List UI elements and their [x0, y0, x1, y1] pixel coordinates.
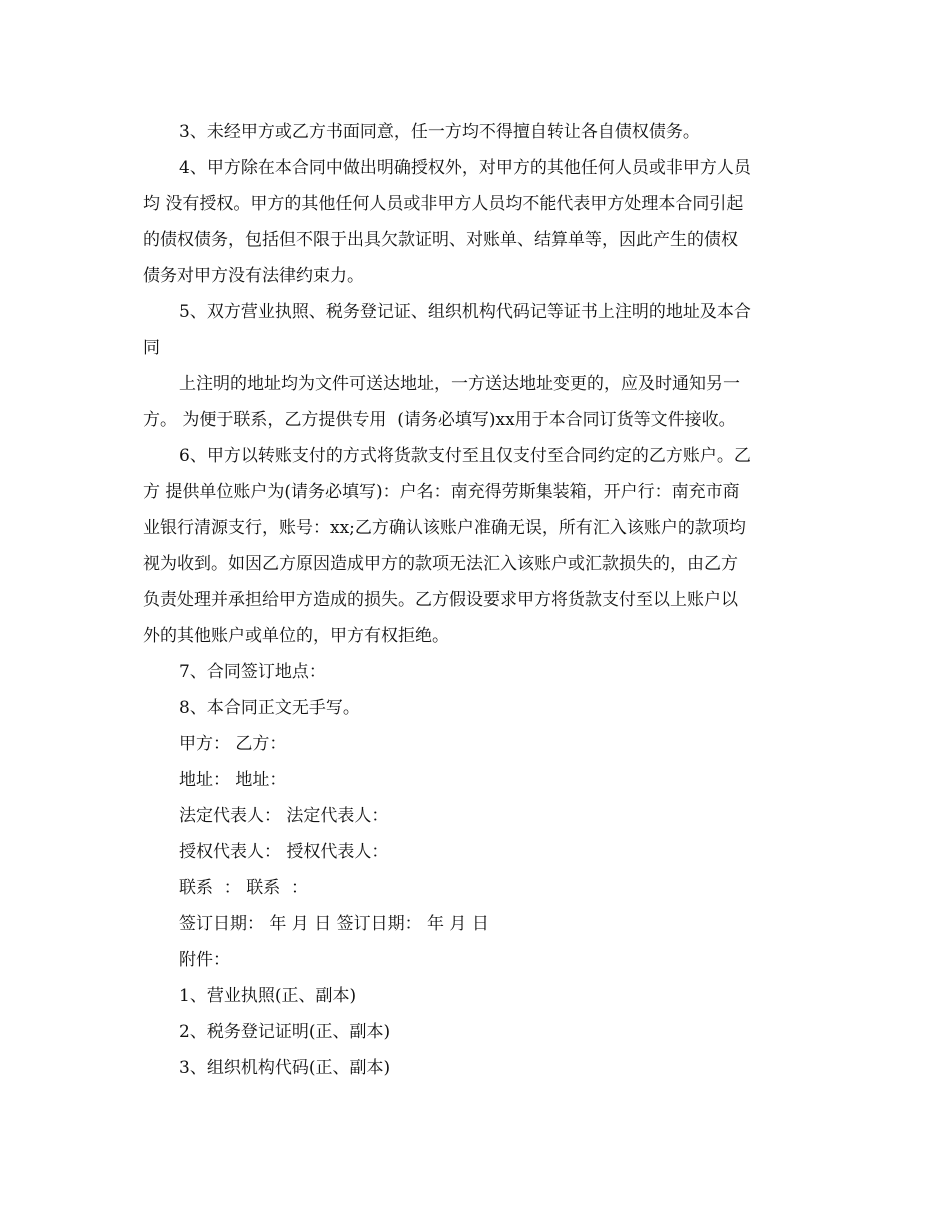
clause-6-line-5: 负责处理并承担给甲方造成的损失。乙方假设要求甲方将货款支付至以上账户以: [143, 590, 738, 610]
clause-6-line-2: 方 提供单位账户为(请务必填写)：户名：南充得劳斯集装箱，开户行：南充市商: [143, 482, 740, 502]
clause-5-line-2: 同: [143, 338, 160, 358]
clause-5-line-1: 5、双方营业执照、税务登记证、组织机构代码记等证书上注明的地址及本合: [179, 302, 751, 322]
signing-date-line: 签订日期： 年 月 日 签订日期： 年 月 日: [179, 914, 489, 934]
party-line: 甲方： 乙方：: [179, 734, 287, 754]
clause-6-line-6: 外的其他账户或单位的，甲方有权拒绝。: [143, 626, 449, 646]
clause-4-line-4: 债务对甲方没有法律约束力。: [143, 266, 364, 286]
clause-5-line-4: 方。 为便于联系，乙方提供专用 (请务必填写)xx用于本合同订货等文件接收。: [143, 410, 736, 430]
authorized-representative-line: 授权代表人： 授权代表人：: [179, 842, 389, 862]
attachment-item-1: 1、营业执照(正、副本): [179, 986, 357, 1006]
attachments-heading: 附件：: [179, 950, 230, 970]
clause-6-line-4: 视为收到。如因乙方原因造成甲方的款项无法汇入该账户或汇款损失的，由乙方: [143, 554, 738, 574]
clause-4-line-3: 的债权债务，包括但不限于出具欠款证明、对账单、结算单等，因此产生的债权: [143, 230, 738, 250]
clause-6-line-1: 6、甲方以转账支付的方式将货款支付至且仅支付至合同约定的乙方账户。乙: [179, 446, 751, 466]
contact-line: 联系 ： 联系 ：: [179, 878, 309, 898]
attachment-item-2: 2、税务登记证明(正、副本): [179, 1022, 391, 1042]
address-line: 地址： 地址：: [179, 770, 287, 790]
attachment-item-3: 3、组织机构代码(正、副本): [179, 1058, 391, 1078]
clause-4-line-1: 4、甲方除在本合同中做出明确授权外，对甲方的其他任何人员或非甲方人员: [179, 158, 751, 178]
clause-8: 8、本合同正文无手写。: [179, 698, 360, 718]
clause-7: 7、合同签订地点：: [179, 662, 326, 682]
clause-5-line-3: 上注明的地址均为文件可送达地址，一方送达地址变更的，应及时通知另一: [179, 374, 740, 394]
clause-6-line-3: 业银行清源支行，账号：xx;乙方确认该账户准确无误，所有汇入该账户的款项均: [143, 518, 746, 538]
clause-3: 3、未经甲方或乙方书面同意，任一方均不得擅自转让各自债权债务。: [179, 122, 700, 142]
legal-representative-line: 法定代表人： 法定代表人：: [179, 806, 389, 826]
clause-4-line-2: 均 没有授权。甲方的其他任何人员或非甲方人员均不能代表甲方处理本合同引起: [143, 194, 744, 214]
